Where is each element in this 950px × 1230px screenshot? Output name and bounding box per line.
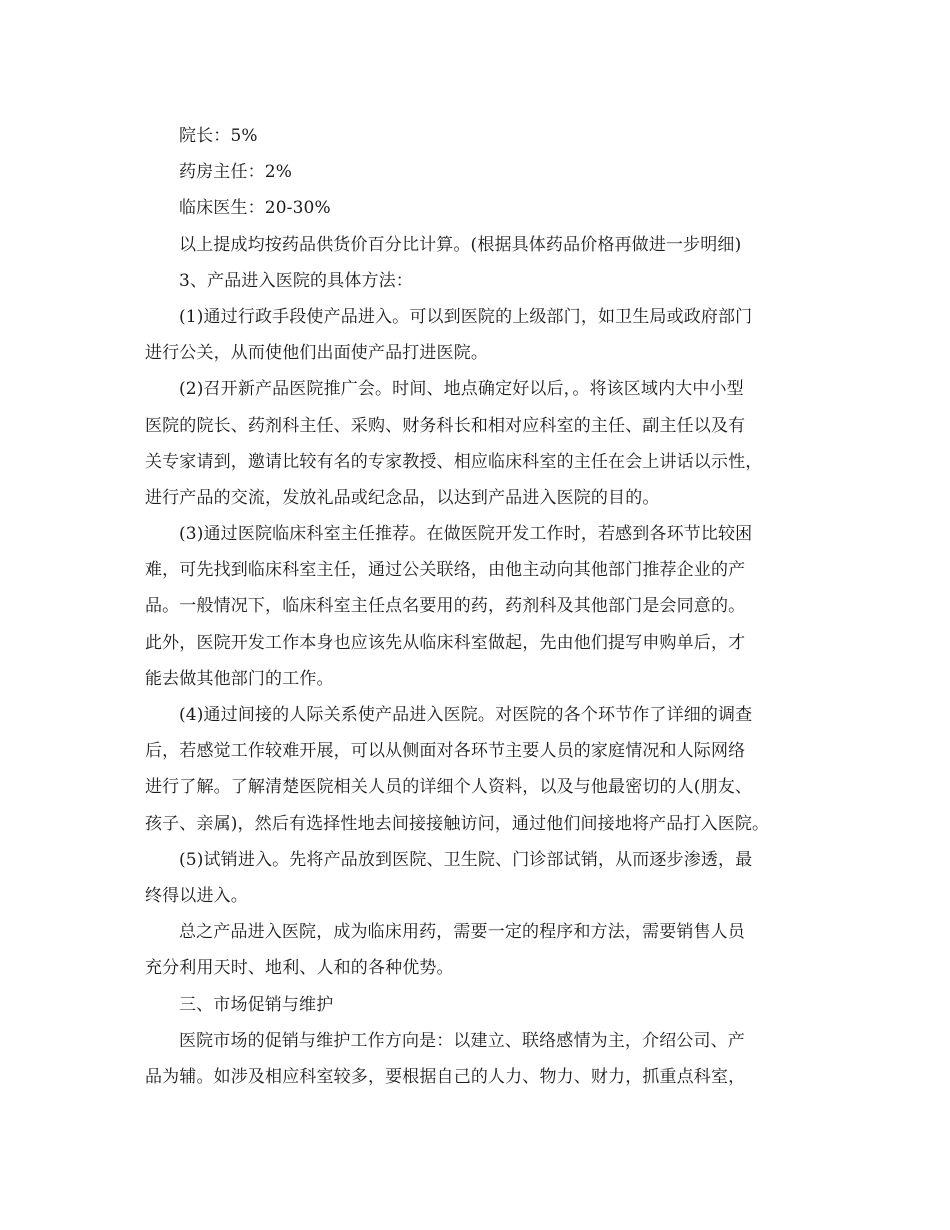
text-line: 能去做其他部门的工作。 (145, 668, 334, 689)
text-line: 品为辅。如涉及相应科室较多，要根据自己的人力、物力、财力，抓重点科室， (145, 1066, 746, 1087)
text-line: (1)通过行政手段使产品进入。可以到医院的上级部门，如卫生局或政府部门 (179, 306, 753, 327)
text-line: 终得以进入。 (145, 885, 248, 906)
text-line: 关专家请到，邀请比较有名的专家教授、相应临床科室的主任在会上讲话以示性， (145, 451, 763, 472)
text-line: 后，若感觉工作较难开展，可以从侧面对各环节主要人员的家庭情况和人际网络 (145, 741, 746, 762)
text-line: 临床医生：20-30% (179, 198, 331, 219)
text-line: 医院的院长、药剂科主任、采购、财务科长和相对应科室的主任、副主任以及有 (145, 415, 746, 436)
text-line: 品。一般情况下，临床科室主任点名要用的药，药剂科及其他部门是会同意的。 (145, 596, 746, 617)
text-line: 进行公关，从而使他们出面使产品打进医院。 (145, 343, 488, 364)
document-body (145, 118, 825, 1095)
text-line: 孩子、亲属)，然后有选择性地去间接接触访问，通过他们间接地将产品打入医院。 (145, 813, 770, 834)
text-line: 院长：5% (179, 126, 258, 146)
text-line: 医院市场的促销与维护工作方向是：以建立、联络感情为主，介绍公司、产 (179, 1030, 745, 1051)
text-line: 药房主任：2% (179, 162, 293, 183)
text-line: 进行了解。了解清楚医院相关人员的详细个人资料，以及与他最密切的人(朋友、 (145, 777, 753, 798)
text-line: (3)通过医院临床科室主任推荐。在做医院开发工作时，若感到各环节比较困 (179, 524, 753, 545)
text-line: 充分利用天时、地利、人和的各种优势。 (145, 958, 454, 979)
text-line: 总之产品进入医院，成为临床用药，需要一定的程序和方法，需要销售人员 (179, 922, 745, 943)
text-line: (5)试销进入。先将产品放到医院、卫生院、门诊部试销，从而逐步渗透，最 (179, 849, 753, 870)
text-line: 以上提成均按药品供货价百分比计算。(根据具体药品价格再做进一步明细) (179, 234, 742, 255)
text-line: (4)通过间接的人际关系使产品进入医院。对医院的各个环节作了详细的调查 (179, 705, 753, 725)
text-line: 3、产品进入医院的具体方法： (179, 270, 413, 291)
text-line: 此外，医院开发工作本身也应该先从临床科室做起，先由他们提写申购单后，才 (145, 632, 746, 653)
text-line: 三、市场促销与维护 (179, 994, 334, 1015)
text-line: (2)召开新产品医院推广会。时间、地点确定好以后，。将该区域内大中小型 (179, 379, 744, 400)
text-line: 难，可先找到临床科室主任，通过公关联络，由他主动向其他部门推荐企业的产 (145, 560, 746, 581)
text-line: 进行产品的交流，发放礼品或纪念品，以达到产品进入医院的目的。 (145, 487, 660, 508)
